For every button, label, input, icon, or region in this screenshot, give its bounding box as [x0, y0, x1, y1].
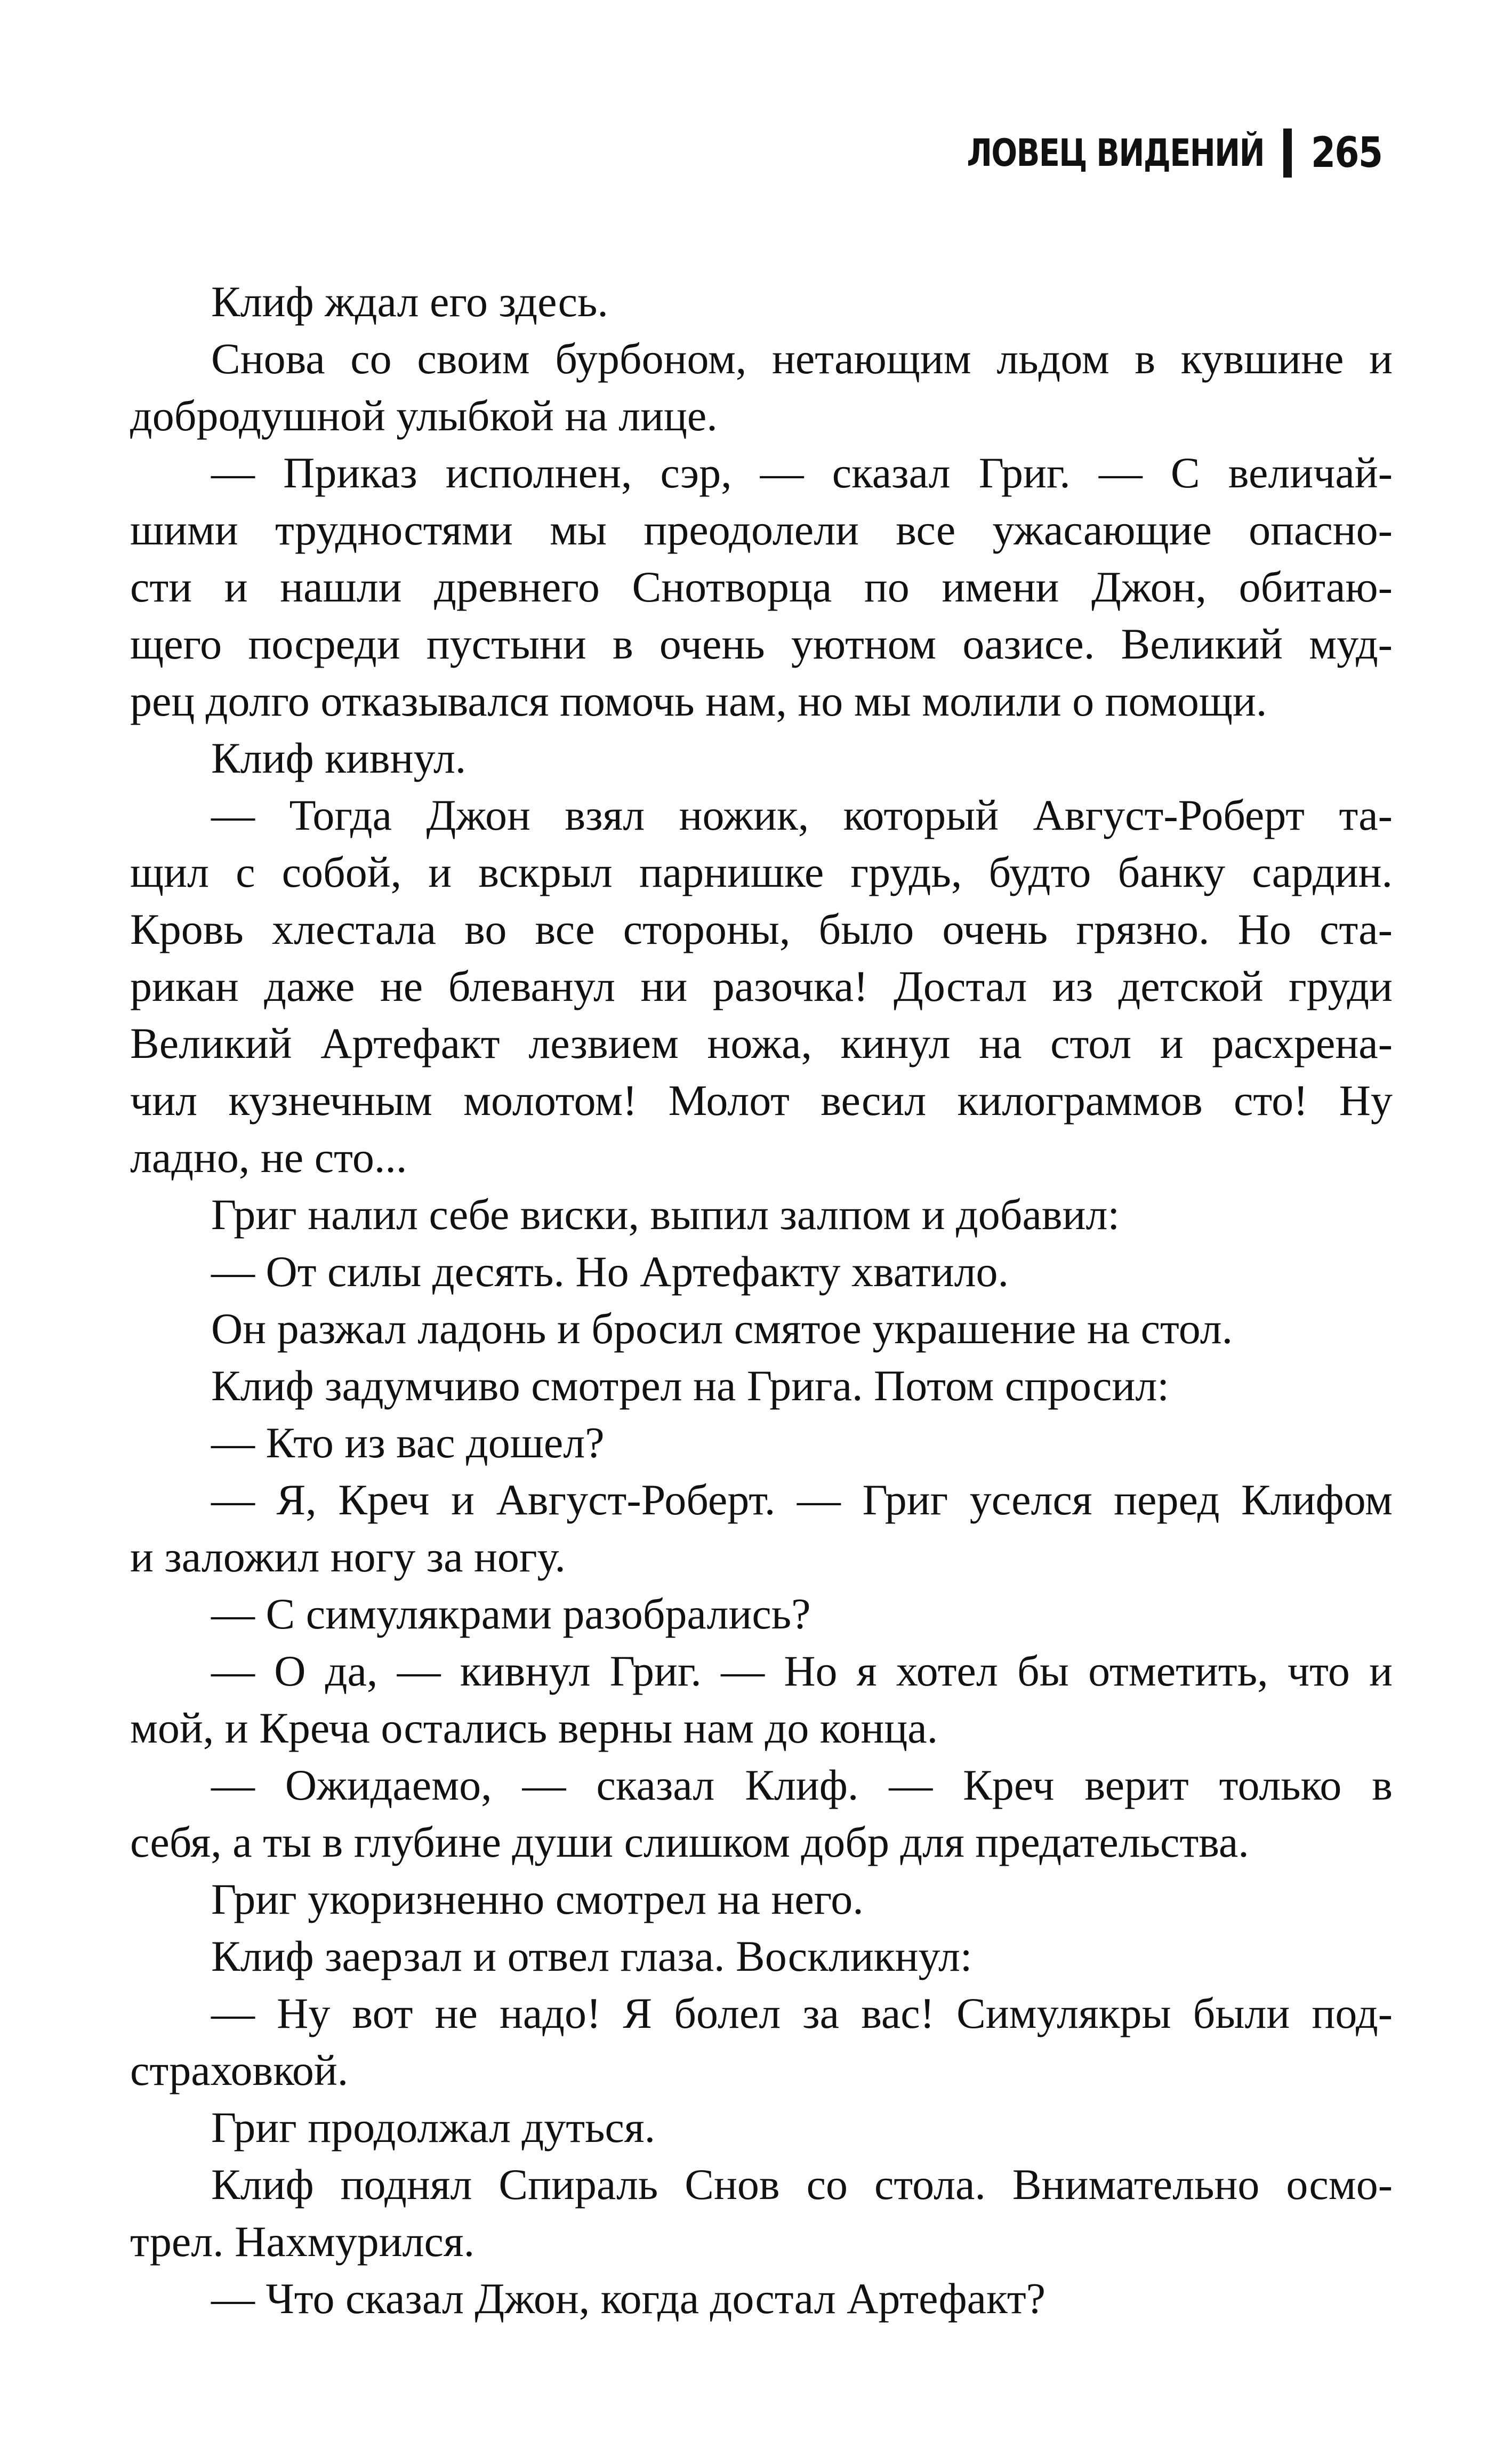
text-line: страховкой. — [130, 2046, 349, 2094]
text-line: Кровь хлестала во все стороны, было очень грязно. Но ста- — [130, 905, 1393, 953]
text-line: Великий Артефакт лезвием ножа, кинул на стол и расхрена- — [130, 1019, 1393, 1068]
text-line: Клиф кивнул. — [211, 734, 467, 782]
text-line: Клиф задумчиво смотрел на Грига. Потом спросил: — [211, 1361, 1170, 1410]
text-line: щего посреди пустыни в очень уютном оазисе. Великий муд- — [130, 620, 1393, 668]
text-line: — Кто из вас дошел? — [211, 1418, 605, 1467]
text-line: — Тогда Джон взял ножик, который Август-Роберт та- — [211, 791, 1393, 839]
text-line: Он разжал ладонь и бросил смятое украшение на стол. — [211, 1304, 1233, 1353]
page-number: 265 — [1311, 129, 1382, 177]
text-line: Клиф ждал его здесь. — [211, 277, 608, 326]
text-line: Снова со своим бурбоном, нетающим льдом в кувшине и — [211, 334, 1393, 383]
text-line: трел. Нахмурился. — [130, 2217, 475, 2266]
running-title: ЛОВЕЦ ВИДЕНИЙ — [967, 131, 1265, 175]
running-head — [902, 124, 1395, 182]
text-line: — Ну вот не надо! Я болел за вас! Симулякры были под- — [211, 1989, 1393, 2037]
text-line: — Я, Креч и Август-Роберт. — Григ уселся перед Клифом — [211, 1475, 1393, 1524]
text-line: Клиф поднял Спираль Снов со стола. Внимательно осмо- — [211, 2160, 1393, 2209]
text-line: Григ укоризненно смотрел на него. — [211, 1875, 864, 1923]
text-line: и заложил ногу за ногу. — [130, 1532, 566, 1581]
text-line: Клиф заерзал и отвел глаза. Воскликнул: — [211, 1932, 972, 1980]
text-line: Григ налил себе виски, выпил залпом и добавил: — [211, 1190, 1120, 1239]
text-line: — Что сказал Джон, когда достал Артефакт? — [211, 2274, 1046, 2323]
header-separator-bar — [1283, 129, 1292, 178]
text-line: — От силы десять. Но Артефакту хватило. — [211, 1247, 1009, 1296]
text-line: себя, а ты в глубине души слишком добр для предательства. — [130, 1818, 1249, 1866]
text-line: — С симулякрами разобрались? — [211, 1590, 811, 1638]
text-line: — Ожидаемо, — сказал Клиф. — Креч верит только в — [211, 1761, 1393, 1809]
text-line: сти и нашли древнего Снотворца по имени Джон, обитаю- — [130, 563, 1393, 611]
text-line: Григ продолжал дуться. — [211, 2103, 656, 2152]
text-line: добродушной улыбкой на лице. — [130, 391, 718, 440]
text-line: чил кузнечным молотом! Молот весил килограммов сто! Ну — [130, 1076, 1393, 1125]
text-line: мой, и Креча остались верны нам до конца. — [130, 1704, 938, 1752]
text-line: ладно, не сто... — [130, 1133, 407, 1182]
text-line: — Приказ исполнен, сэр, — сказал Григ. — С величай- — [211, 448, 1393, 497]
body-text — [130, 273, 1393, 2327]
text-line: рикан даже не блеванул ни разочка! Достал из детской груди — [130, 962, 1393, 1010]
text-line: рец долго отказывался помочь нам, но мы молили о помощи. — [130, 677, 1267, 725]
text-line: шими трудностями мы преодолели все ужасающие опасно- — [130, 505, 1393, 554]
text-line: щил с собой, и вскрыл парнишке грудь, будто банку сардин. — [130, 848, 1393, 896]
text-line: — О да, — кивнул Григ. — Но я хотел бы отметить, что и — [211, 1647, 1393, 1695]
